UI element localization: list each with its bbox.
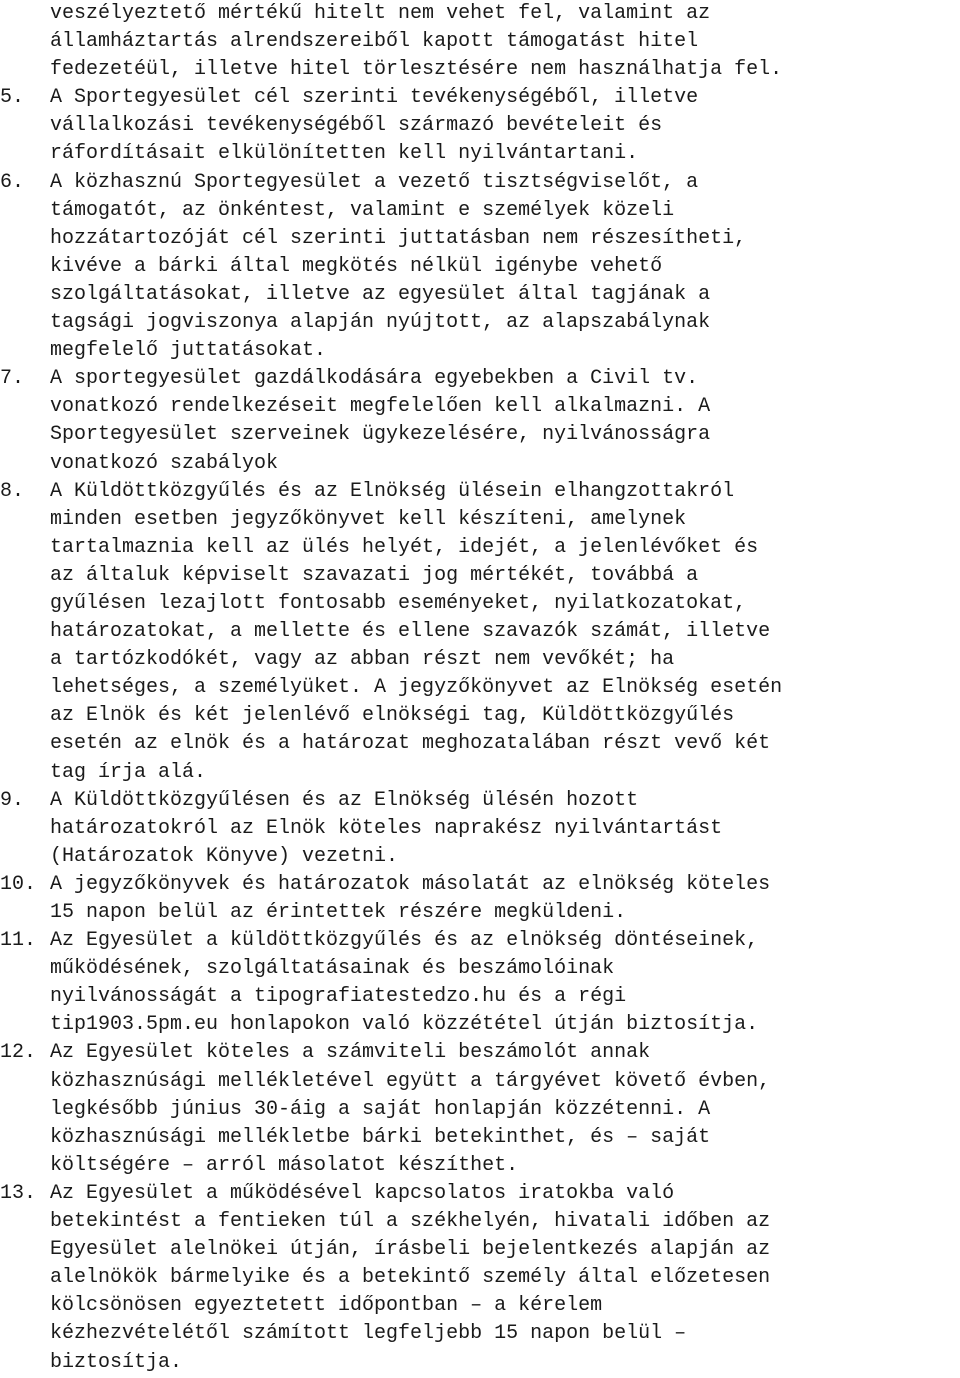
text-line: az Elnök és két jelenlévő elnökségi tag, Küldöttközgyűlés xyxy=(50,704,735,728)
list-item-number: 10. xyxy=(0,872,37,896)
text-line: közhasznúsági mellékletével együtt a tárgyévet követő évben, xyxy=(50,1069,771,1093)
list-item xyxy=(0,478,960,787)
text-line: A Sportegyesület cél szerinti tevékenységéből, illetve xyxy=(50,86,699,110)
list-item xyxy=(0,871,960,927)
list-item-number: 6. xyxy=(0,170,25,194)
text-line: esetén az elnök és a határozat meghozatalában részt vevő két xyxy=(50,732,771,756)
list-item-number: 7. xyxy=(0,367,25,391)
list-item-number: 12. xyxy=(0,1041,37,1065)
list-item xyxy=(0,927,960,1039)
list-item-number: 8. xyxy=(0,479,25,503)
text-line: kézhezvételétől számított legfeljebb 15 napon belül – xyxy=(50,1322,687,1346)
text-line: kölcsönösen egyeztetett időpontban – a kérelem xyxy=(50,1294,603,1318)
text-line: működésének, szolgáltatásainak és beszámolóinak xyxy=(50,957,615,981)
list-item-number: 13. xyxy=(0,1181,37,1205)
text-line: alelnökök bármelyike és a betekintő személy által előzetesen xyxy=(50,1266,771,1290)
text-line: vonatkozó szabályok xyxy=(50,451,279,475)
text-line: határozatokról az Elnök köteles naprakész nyilvántartást xyxy=(50,816,723,840)
list-item xyxy=(0,84,960,168)
text-line: határozatokat, a mellette és ellene szavazók számát, illetve xyxy=(50,620,771,644)
text-line: tartalmaznia kell az ülés helyét, idejét, a jelenlévőket és xyxy=(50,535,759,559)
text-line: biztosítja. xyxy=(50,1350,183,1374)
text-line: Az Egyesület a működésével kapcsolatos iratokba való xyxy=(50,1181,675,1205)
text-line: nyilvánosságát a tipografiatestedzo.hu és a régi xyxy=(50,985,627,1009)
list-item-number: 5. xyxy=(0,86,25,110)
text-line: vállalkozási tevékenységéből származó bevételeit és xyxy=(50,114,663,138)
list-item xyxy=(0,365,960,477)
text-line: Egyesület alelnökei útján, írásbeli bejelentkezés alapján az xyxy=(50,1238,771,1262)
text-line: (Határozatok Könyve) vezetni. xyxy=(50,844,399,868)
text-line: A Küldöttközgyűlés és az Elnökség ülésein elhangzottakról xyxy=(50,479,735,503)
text-line: gyűlésen lezajlott fontosabb eseményeket, nyilatkozatokat, xyxy=(50,591,747,615)
text-line: fedezetéül, illetve hitel törlesztésére nem használhatja fel. xyxy=(50,58,783,82)
text-line: Az Egyesület a küldöttközgyűlés és az elnökség döntéseinek, xyxy=(50,929,759,953)
text-line: minden esetben jegyzőkönyvet kell készíteni, amelynek xyxy=(50,507,687,531)
list-item xyxy=(0,787,960,871)
text-line: az általuk képviselt szavazati jog mértékét, továbbá a xyxy=(50,563,699,587)
text-line: ráfordításait elkülönítetten kell nyilvántartani. xyxy=(50,142,639,166)
text-line: szolgáltatásokat, illetve az egyesület által tagjának a xyxy=(50,282,711,306)
text-line: támogatót, az önkéntest, valamint e személyek közeli xyxy=(50,198,675,222)
text-line: vonatkozó rendelkezéseit megfelelően kell alkalmazni. A xyxy=(50,395,711,419)
text-line: 15 napon belül az érintettek részére megküldeni. xyxy=(50,901,627,924)
text-line: Sportegyesület szerveinek ügykezelésére, nyilvánosságra xyxy=(50,423,711,447)
text-line: veszélyeztető mértékű hitelt nem vehet fel, valamint az xyxy=(50,2,711,25)
list-item xyxy=(0,1180,960,1377)
text-line: betekintést a fentieken túl a székhelyén, hivatali időben az xyxy=(50,1210,771,1234)
text-line: A közhasznú Sportegyesület a vezető tisztségviselőt, a xyxy=(50,170,699,194)
list-item-number: 9. xyxy=(0,788,25,812)
text-line: államháztartás alrendszereiből kapott támogatást hitel xyxy=(50,30,699,54)
text-line: lehetséges, a személyüket. A jegyzőkönyvet az Elnökség esetén xyxy=(50,676,783,700)
text-line: A sportegyesület gazdálkodására egyebekben a Civil tv. xyxy=(50,367,699,391)
text-line: közhasznúsági mellékletbe bárki betekinthet, és – saját xyxy=(50,1125,711,1149)
text-line: költségére – arról másolatot készíthet. xyxy=(50,1153,519,1177)
text-line: kivéve a bárki által megkötés nélkül igénybe vehető xyxy=(50,254,663,278)
text-line: tagsági jogviszonya alapján nyújtott, az alapszabálynak xyxy=(50,311,711,335)
list-item xyxy=(0,1039,960,1179)
text-line: legkésőbb június 30-áig a saját honlapján közzétenni. A xyxy=(50,1097,711,1121)
text-line: megfelelő juttatásokat. xyxy=(50,339,327,363)
text-line: a tartózkodókét, vagy az abban részt nem vevőkét; ha xyxy=(50,648,675,672)
text-line: Az Egyesület köteles a számviteli beszámolót annak xyxy=(50,1041,651,1065)
text-line: hozzátartozóját cél szerinti juttatásban nem részesítheti, xyxy=(50,226,747,250)
text-line: A Küldöttközgyűlésen és az Elnökség ülésén hozott xyxy=(50,788,639,812)
list-item-number: 11. xyxy=(0,929,37,953)
text-line: A jegyzőkönyvek és határozatok másolatát az elnökség köteles xyxy=(50,872,771,896)
text-line: tip1903.5pm.eu honlapokon való közzététel útján biztosítja. xyxy=(50,1013,759,1037)
list-item xyxy=(0,0,960,84)
list-item xyxy=(0,169,960,366)
text-line: tag írja alá. xyxy=(50,760,207,784)
